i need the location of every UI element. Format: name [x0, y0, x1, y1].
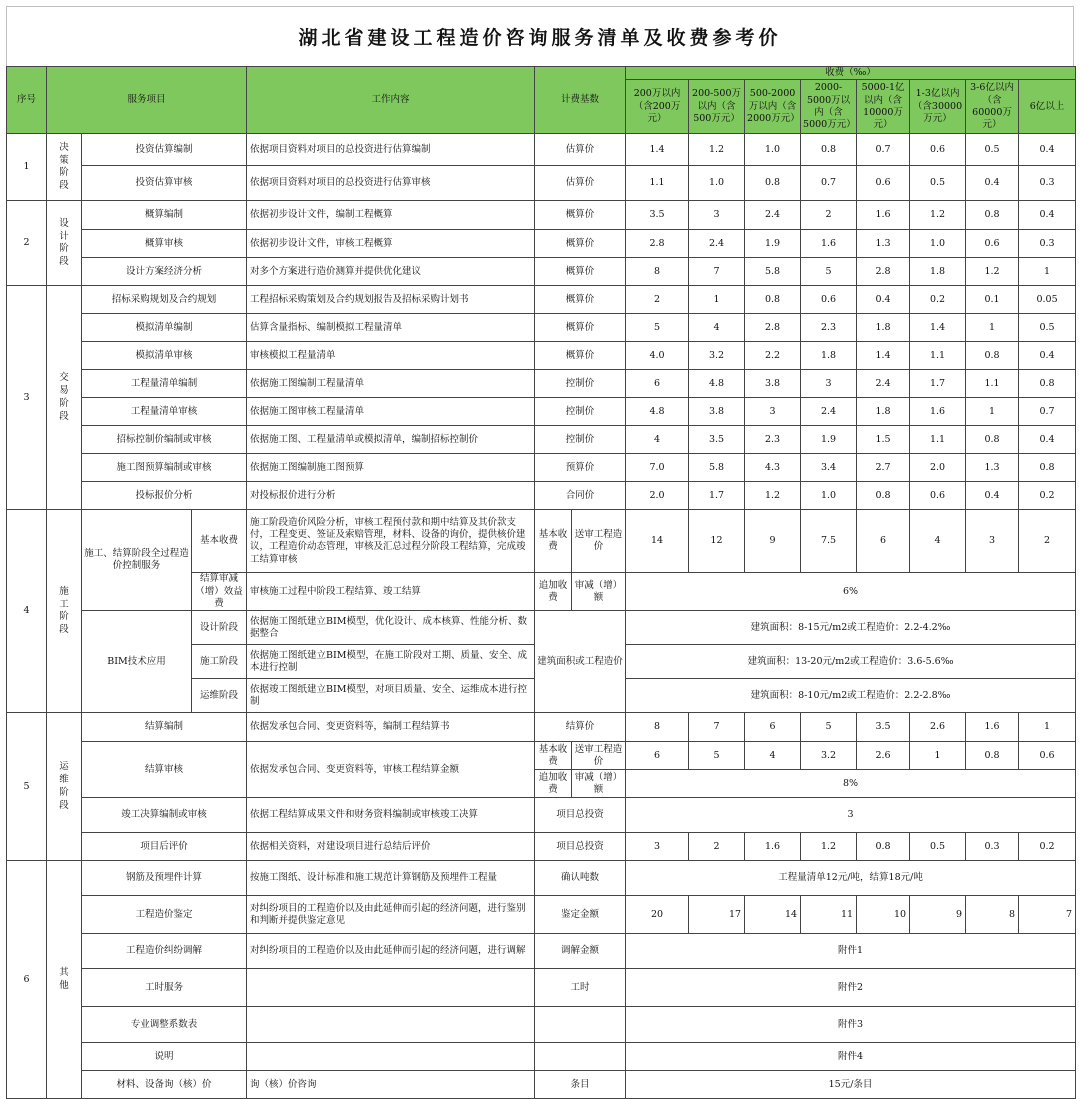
- stage-label: 交易阶段: [47, 286, 82, 510]
- fee-value: 3.5: [626, 201, 689, 230]
- fee-value-merged: 8%: [626, 770, 1076, 798]
- fee-value-merged: 建筑面积：8-15元/m2或工程造价：2.2-4.2‰: [626, 611, 1076, 645]
- fee-value: 0.05: [1019, 286, 1076, 314]
- fee-value: 3: [626, 833, 689, 861]
- fee-base: 送审工程造价: [572, 742, 626, 770]
- fee-value: 2: [801, 201, 857, 230]
- work-content: 按施工图纸、设计标准和施工规范计算钢筋及预埋件工程量: [247, 861, 535, 896]
- fee-base: 条目: [535, 1071, 626, 1099]
- fee-value: 0.5: [910, 166, 966, 201]
- fee-value: 0.7: [857, 134, 910, 166]
- fee-value: 14: [745, 896, 801, 934]
- service-item: 钢筋及预埋件计算: [82, 861, 247, 896]
- section-number: 4: [7, 510, 47, 713]
- fee-value: 0.3: [1019, 166, 1076, 201]
- fee-value-merged: 15元/条目: [626, 1071, 1076, 1099]
- fee-value: 1.1: [966, 370, 1019, 398]
- fee-value-merged: 附件4: [626, 1043, 1076, 1071]
- section-number: 6: [7, 861, 47, 1099]
- fee-base: 建筑面积或工程造价: [535, 611, 626, 713]
- fee-value: 5: [801, 713, 857, 742]
- stage-label: 其他: [47, 861, 82, 1099]
- fee-value: 0.4: [857, 286, 910, 314]
- header-tier: 200-500万以内（含500万元）: [689, 80, 745, 134]
- fee-value: 1.8: [801, 342, 857, 370]
- fee-value: 0.5: [966, 134, 1019, 166]
- fee-value: 17: [689, 896, 745, 934]
- fee-value: 2.8: [745, 314, 801, 342]
- sub-item: 基本收费: [192, 510, 247, 573]
- fee-value: 1.3: [857, 230, 910, 258]
- header-tier: 3-6亿以内（含60000万元）: [966, 80, 1019, 134]
- fee-value: 3.5: [857, 713, 910, 742]
- fee-value: 1.6: [745, 833, 801, 861]
- work-content: 对纠纷项目的工程造价以及由此延伸而引起的经济问题，进行调解: [247, 934, 535, 969]
- service-item: 竣工决算编制或审核: [82, 798, 247, 833]
- work-content: 依据发承包合同、变更资料等，审核工程结算金额: [247, 742, 535, 798]
- fee-base: [535, 1007, 626, 1043]
- fee-value: 3.8: [745, 370, 801, 398]
- work-content: 估算含量指标、编制模拟工程量清单: [247, 314, 535, 342]
- fee-table: [6, 66, 1076, 1099]
- header-tier: 2000-5000万以内（含5000万元）: [801, 80, 857, 134]
- fee-value: 4: [910, 510, 966, 573]
- fee-value: 0.4: [1019, 201, 1076, 230]
- fee-value: 3: [966, 510, 1019, 573]
- work-content: 依据初步设计文件，编制工程概算: [247, 201, 535, 230]
- fee-base: 概算价: [535, 342, 626, 370]
- fee-value: 10: [857, 896, 910, 934]
- fee-value: 0.6: [1019, 742, 1076, 770]
- fee-base: 追加收费: [535, 770, 572, 798]
- fee-base: 合同价: [535, 482, 626, 510]
- fee-value: 0.2: [1019, 833, 1076, 861]
- fee-value: 1: [689, 286, 745, 314]
- fee-value: 2.8: [626, 230, 689, 258]
- fee-value: 3.5: [689, 426, 745, 454]
- fee-value: 0.4: [1019, 426, 1076, 454]
- fee-value: 0.4: [1019, 134, 1076, 166]
- fee-value: 0.7: [1019, 398, 1076, 426]
- work-content: [247, 1007, 535, 1043]
- fee-value: 2: [689, 833, 745, 861]
- sub-item: 结算审减（增）效益费: [192, 573, 247, 611]
- header-work: 工作内容: [247, 67, 535, 134]
- work-content: 对纠纷项目的工程造价以及由此延伸而引起的经济问题，进行鉴别和判断并提供鉴定意见: [247, 896, 535, 934]
- service-item: 概算审核: [82, 230, 247, 258]
- fee-base: 追加收费: [535, 573, 572, 611]
- service-item: 工程造价鉴定: [82, 896, 247, 934]
- fee-value: 5.8: [745, 258, 801, 286]
- work-content: 审核模拟工程量清单: [247, 342, 535, 370]
- fee-value: 4: [626, 426, 689, 454]
- fee-value: 6: [745, 713, 801, 742]
- fee-base: 确认吨数: [535, 861, 626, 896]
- fee-value: 1.8: [857, 314, 910, 342]
- section-number: 3: [7, 286, 47, 510]
- service-item: 工程造价纠纷调解: [82, 934, 247, 969]
- fee-value: 0.1: [966, 286, 1019, 314]
- fee-base: 基本收费: [535, 742, 572, 770]
- fee-value: 3.8: [689, 398, 745, 426]
- work-content: 询（核）价咨询: [247, 1071, 535, 1099]
- fee-base: 控制价: [535, 370, 626, 398]
- service-item: 概算编制: [82, 201, 247, 230]
- fee-value: 0.8: [966, 742, 1019, 770]
- fee-value: 4.0: [626, 342, 689, 370]
- work-content: 依据工程结算成果文件和财务资料编制或审核竣工决算: [247, 798, 535, 833]
- fee-value-merged: 附件3: [626, 1007, 1076, 1043]
- fee-base: 控制价: [535, 398, 626, 426]
- fee-value-merged: 附件1: [626, 934, 1076, 969]
- fee-value: 1.7: [910, 370, 966, 398]
- stage-label: 施工阶段: [47, 510, 82, 713]
- service-item: 投标报价分析: [82, 482, 247, 510]
- fee-value: 1.2: [745, 482, 801, 510]
- service-item: 模拟清单审核: [82, 342, 247, 370]
- fee-value: 4: [689, 314, 745, 342]
- fee-value: 0.8: [801, 134, 857, 166]
- fee-value: 8: [966, 896, 1019, 934]
- work-content: 对投标报价进行分析: [247, 482, 535, 510]
- fee-value: 5: [801, 258, 857, 286]
- fee-value: 1.2: [689, 134, 745, 166]
- fee-value: 0.7: [801, 166, 857, 201]
- service-item: 施工图预算编制或审核: [82, 454, 247, 482]
- fee-value: 1: [966, 314, 1019, 342]
- fee-value-merged: 建筑面积：8-10元/m2或工程造价：2.2-2.8‰: [626, 679, 1076, 713]
- work-content: [247, 1043, 535, 1071]
- fee-base: 调解金额: [535, 934, 626, 969]
- work-content: [247, 969, 535, 1007]
- sub-item: 运维阶段: [192, 679, 247, 713]
- service-item: 模拟清单编制: [82, 314, 247, 342]
- fee-value: 0.8: [1019, 370, 1076, 398]
- fee-value: 0.4: [966, 166, 1019, 201]
- fee-value: 2.8: [857, 258, 910, 286]
- service-item: 投资估算审核: [82, 166, 247, 201]
- fee-value-merged: 建筑面积：13-20元/m2或工程造价：3.6-5.6‰: [626, 645, 1076, 679]
- fee-value: 3.2: [689, 342, 745, 370]
- fee-value: 7: [689, 713, 745, 742]
- fee-value: 7: [689, 258, 745, 286]
- sub-item: 施工阶段: [192, 645, 247, 679]
- fee-value: 1.2: [910, 201, 966, 230]
- fee-value: 12: [689, 510, 745, 573]
- sub-item: 设计阶段: [192, 611, 247, 645]
- fee-value-merged: 6%: [626, 573, 1076, 611]
- service-item: 投资估算编制: [82, 134, 247, 166]
- fee-value: 0.8: [1019, 454, 1076, 482]
- fee-value: 6: [857, 510, 910, 573]
- header-tier: 200万以内（含200万元）: [626, 80, 689, 134]
- header-tier: 6亿以上: [1019, 80, 1076, 134]
- fee-value: 0.2: [1019, 482, 1076, 510]
- fee-value: 1.0: [745, 134, 801, 166]
- fee-value: 1.4: [626, 134, 689, 166]
- fee-value: 9: [745, 510, 801, 573]
- fee-value: 0.5: [910, 833, 966, 861]
- stage-label: 运维阶段: [47, 713, 82, 861]
- fee-value: 0.3: [966, 833, 1019, 861]
- work-content: 对多个方案进行造价测算并提供优化建议: [247, 258, 535, 286]
- work-content: 依据施工图、工程量清单或模拟清单，编制招标控制价: [247, 426, 535, 454]
- fee-value: 0.6: [910, 134, 966, 166]
- work-content: 审核施工过程中阶段工程结算、竣工结算: [247, 573, 535, 611]
- fee-value: 1.7: [689, 482, 745, 510]
- header-service: 服务项目: [47, 67, 247, 134]
- fee-base: 估算价: [535, 134, 626, 166]
- fee-value: 5: [689, 742, 745, 770]
- fee-base: 项目总投资: [535, 833, 626, 861]
- fee-base: 控制价: [535, 426, 626, 454]
- service-item: 施工、结算阶段全过程造价控制服务: [82, 510, 192, 611]
- section-number: 1: [7, 134, 47, 201]
- service-item: 项目后评价: [82, 833, 247, 861]
- work-content: 依据竣工图纸建立BIM模型，对项目质量、安全、运维成本进行控制: [247, 679, 535, 713]
- fee-value: 2.6: [857, 742, 910, 770]
- fee-value: 0.6: [857, 166, 910, 201]
- work-content: 施工阶段造价风险分析，审核工程预付款和期中结算及其价款支付，工程变更、签证及索赔管理，材料、设备的询价，提供核价建议，工程造价动态管理，审核及汇总过程分阶段工程结算，完成竣工结算审核: [247, 510, 535, 573]
- fee-value: 2.4: [689, 230, 745, 258]
- fee-value: 1.4: [857, 342, 910, 370]
- fee-value: 1: [1019, 713, 1076, 742]
- fee-value: 0.6: [910, 482, 966, 510]
- fee-value: 0.4: [1019, 342, 1076, 370]
- fee-value: 7.5: [801, 510, 857, 573]
- fee-base: 项目总投资: [535, 798, 626, 833]
- service-item: 招标控制价编制或审核: [82, 426, 247, 454]
- work-content: 依据施工图编制工程量清单: [247, 370, 535, 398]
- fee-value: 1.9: [745, 230, 801, 258]
- fee-value: 0.6: [966, 230, 1019, 258]
- fee-value: 2.0: [626, 482, 689, 510]
- fee-value: 1: [966, 398, 1019, 426]
- fee-value: 1.4: [910, 314, 966, 342]
- fee-value: 4.3: [745, 454, 801, 482]
- fee-base: 结算价: [535, 713, 626, 742]
- header-tier: 1-3亿以内（含30000万元）: [910, 80, 966, 134]
- fee-value: 1.5: [857, 426, 910, 454]
- page-title: 湖北省建设工程造价咨询服务清单及收费参考价: [6, 6, 1074, 66]
- fee-value: 5: [626, 314, 689, 342]
- fee-value: 9: [910, 896, 966, 934]
- fee-base: 鉴定金额: [535, 896, 626, 934]
- fee-base: [535, 1043, 626, 1071]
- fee-value: 2.6: [910, 713, 966, 742]
- fee-value: 8: [626, 258, 689, 286]
- fee-value: 7: [1019, 896, 1076, 934]
- fee-value: 2.4: [745, 201, 801, 230]
- fee-value: 1.2: [801, 833, 857, 861]
- fee-base: 基本收费: [535, 510, 572, 573]
- fee-value: 0.8: [857, 833, 910, 861]
- fee-value: 6: [626, 370, 689, 398]
- work-content: 依据发承包合同、变更资料等，编制工程结算书: [247, 713, 535, 742]
- fee-value: 0.8: [966, 342, 1019, 370]
- service-item: 专业调整系数表: [82, 1007, 247, 1043]
- fee-value: 0.8: [745, 286, 801, 314]
- fee-value: 2.3: [801, 314, 857, 342]
- fee-value: 2: [626, 286, 689, 314]
- header-tier: 5000-1亿以内（含10000万元）: [857, 80, 910, 134]
- work-content: 依据施工图纸建立BIM模型，在施工阶段对工期、质量、安全、成本进行控制: [247, 645, 535, 679]
- fee-value: 5.8: [689, 454, 745, 482]
- stage-label: 设计阶段: [47, 201, 82, 286]
- fee-base: 概算价: [535, 201, 626, 230]
- header-tier: 500-2000万以内（含2000万元）: [745, 80, 801, 134]
- service-item: 工时服务: [82, 969, 247, 1007]
- fee-value: 4.8: [689, 370, 745, 398]
- fee-base: 概算价: [535, 230, 626, 258]
- fee-value: 11: [801, 896, 857, 934]
- fee-base: 工时: [535, 969, 626, 1007]
- fee-value: 1.2: [966, 258, 1019, 286]
- fee-value: 7.0: [626, 454, 689, 482]
- service-item: 设计方案经济分析: [82, 258, 247, 286]
- fee-value: 1.3: [966, 454, 1019, 482]
- fee-value: 2.4: [857, 370, 910, 398]
- fee-base: 预算价: [535, 454, 626, 482]
- fee-value: 1.6: [801, 230, 857, 258]
- fee-base: 估算价: [535, 166, 626, 201]
- work-content: 依据初步设计文件，审核工程概算: [247, 230, 535, 258]
- fee-value: 1.6: [966, 713, 1019, 742]
- section-number: 2: [7, 201, 47, 286]
- fee-value: 3: [689, 201, 745, 230]
- fee-value: 1.1: [910, 426, 966, 454]
- work-content: 依据项目资料对项目的总投资进行估算编制: [247, 134, 535, 166]
- fee-value: 3.2: [801, 742, 857, 770]
- service-item: 结算审核: [82, 742, 247, 798]
- fee-value: 4: [745, 742, 801, 770]
- fee-base: 概算价: [535, 258, 626, 286]
- fee-value: 1.6: [910, 398, 966, 426]
- work-content: 依据相关资料，对建设项目进行总结后评价: [247, 833, 535, 861]
- service-item: BIM技术应用: [82, 611, 192, 713]
- fee-value: 1: [910, 742, 966, 770]
- fee-value: 0.8: [966, 201, 1019, 230]
- fee-value: 1.0: [689, 166, 745, 201]
- service-item: 结算编制: [82, 713, 247, 742]
- work-content: 依据施工图审核工程量清单: [247, 398, 535, 426]
- fee-value: 1.1: [910, 342, 966, 370]
- work-content: 依据施工图编制施工图预算: [247, 454, 535, 482]
- fee-value: 1.1: [626, 166, 689, 201]
- fee-base: 审减（增）额: [572, 573, 626, 611]
- fee-value: 3.4: [801, 454, 857, 482]
- header-base: 计费基数: [535, 67, 626, 134]
- fee-value: 4.8: [626, 398, 689, 426]
- work-content: 工程招标采购策划及合约规划报告及招标采购计划书: [247, 286, 535, 314]
- fee-base: 概算价: [535, 314, 626, 342]
- fee-value: 6: [626, 742, 689, 770]
- fee-value: 1.6: [857, 201, 910, 230]
- fee-base: 送审工程造价: [572, 510, 626, 573]
- fee-value: 3: [801, 370, 857, 398]
- fee-value-merged: 3: [626, 798, 1076, 833]
- fee-value: 1: [1019, 258, 1076, 286]
- header-fee: 收费（‰）: [626, 67, 1076, 80]
- fee-base: 概算价: [535, 286, 626, 314]
- fee-value: 1.9: [801, 426, 857, 454]
- fee-value-merged: 附件2: [626, 969, 1076, 1007]
- fee-value: 0.5: [1019, 314, 1076, 342]
- fee-value: 2: [1019, 510, 1076, 573]
- section-number: 5: [7, 713, 47, 861]
- fee-value-merged: 工程量清单12元/吨，结算18元/吨: [626, 861, 1076, 896]
- work-content: 依据项目资料对项目的总投资进行估算审核: [247, 166, 535, 201]
- header-seq: 序号: [7, 67, 47, 134]
- fee-value: 1.8: [857, 398, 910, 426]
- service-item: 工程量清单审核: [82, 398, 247, 426]
- fee-value: 20: [626, 896, 689, 934]
- fee-value: 14: [626, 510, 689, 573]
- service-item: 工程量清单编制: [82, 370, 247, 398]
- fee-value: 1.0: [910, 230, 966, 258]
- fee-value: 3: [745, 398, 801, 426]
- fee-value: 0.3: [1019, 230, 1076, 258]
- fee-value: 2.7: [857, 454, 910, 482]
- work-content: 依据施工图纸建立BIM模型，优化设计、成本核算、性能分析、数据整合: [247, 611, 535, 645]
- fee-value: 1.8: [910, 258, 966, 286]
- fee-value: 2.3: [745, 426, 801, 454]
- stage-label: 决策阶段: [47, 134, 82, 201]
- fee-value: 1.0: [801, 482, 857, 510]
- fee-value: 2.0: [910, 454, 966, 482]
- fee-base: 审减（增）额: [572, 770, 626, 798]
- fee-value: 2.4: [801, 398, 857, 426]
- service-item: 招标采购规划及合约规划: [82, 286, 247, 314]
- service-item: 材料、设备询（核）价: [82, 1071, 247, 1099]
- fee-value: 0.8: [857, 482, 910, 510]
- fee-value: 0.4: [966, 482, 1019, 510]
- service-item: 说明: [82, 1043, 247, 1071]
- fee-value: 0.8: [745, 166, 801, 201]
- fee-value: 0.2: [910, 286, 966, 314]
- fee-value: 0.8: [966, 426, 1019, 454]
- fee-value: 2.2: [745, 342, 801, 370]
- fee-value: 8: [626, 713, 689, 742]
- fee-value: 0.6: [801, 286, 857, 314]
